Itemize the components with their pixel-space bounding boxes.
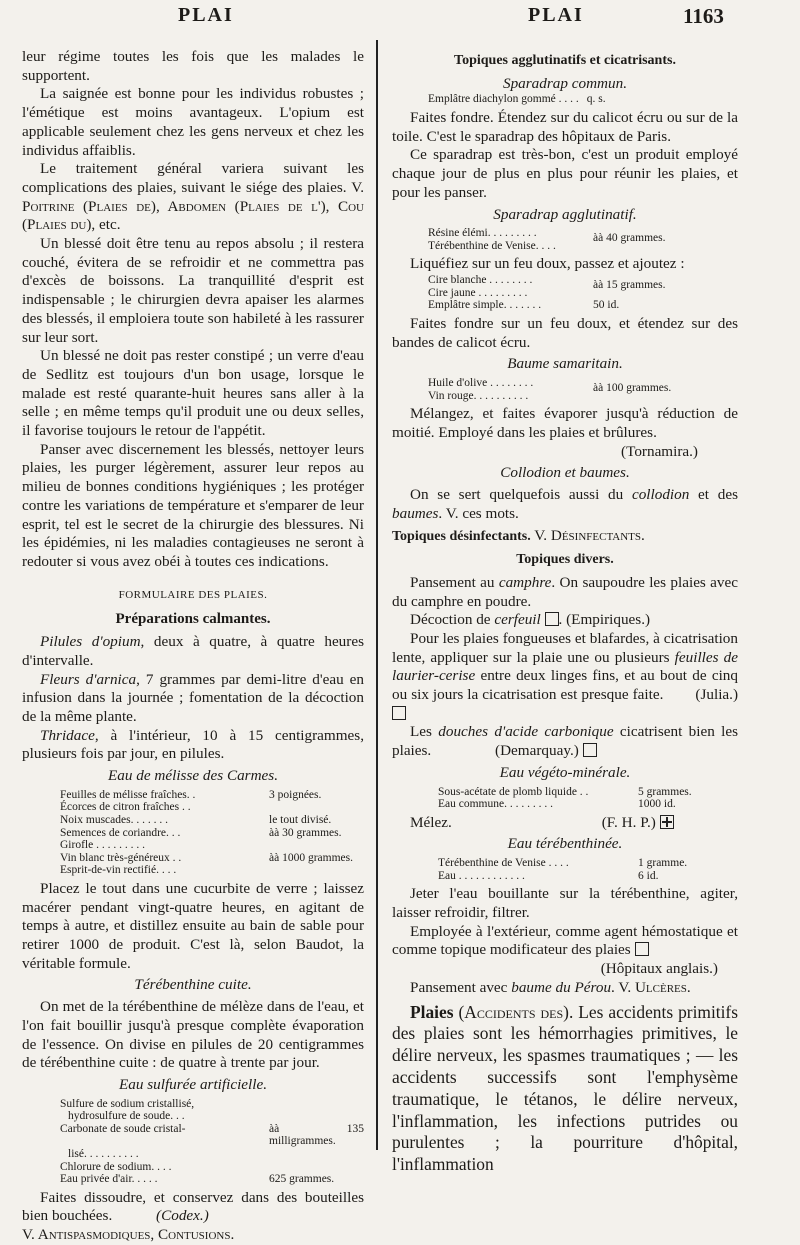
paragraph: Faites fondre sur un feu doux, et étendez sur des bandes de calicot écru. <box>392 314 738 351</box>
paragraph: Un blessé doit être tenu au repos absolu ; il restera couché, évitera de se refroidir et ne commettra pas d'excès de boissons. La tranquillité d'esprit est indispensable ; le chirurgien devra apaiser les alarmes des blessés, il emploiera toute son habileté à les rassurer sur leur sort. <box>22 235 364 346</box>
text: , deux à quatre, à quatre heures d'intervalle. <box>22 633 364 669</box>
section-heading: Topiques agglutinatifs et cicatrisants. <box>454 53 676 68</box>
text: , etc. <box>91 216 121 234</box>
recipe-title: Eau de mélisse des Carmes. <box>108 767 278 785</box>
paragraph: On met de la térébenthine de mélèze dans de l'eau, et l'on fait bouillir jusqu'à presque complète évaporation de l'essence. On divise en pilules de 20 centigrammes de térébenthine cuite : de quatre à trente par jour. <box>22 998 364 1072</box>
recipe-title: Térébenthine cuite. <box>134 976 252 994</box>
square-plus-symbol-icon <box>660 815 674 829</box>
text: Le traitement général variera suivant les complications des plaies, suivant le siége des plaies. V. <box>22 160 364 196</box>
amount: 1 gramme. <box>638 857 688 870</box>
ingredient: Girofle . . . . . . . . . <box>60 839 145 852</box>
paragraph: Placez le tout dans une cucurbite de verre ; laissez macérer pendant vingt-quatre heures, en agitant de temps à autre, et distillez ensuite au bain de sable pour retirer 1000 de produit. C'est là, selon Baudot, la véritable formule. <box>22 879 364 972</box>
cross-reference: . V. Ulcères. <box>611 978 691 996</box>
paragraph <box>392 611 738 630</box>
ingredient: Semences de coriandre. . . <box>60 826 181 839</box>
amount: àà 40 grammes. <box>593 231 666 244</box>
source: (F. H. P.) <box>601 813 656 831</box>
entry-headword: Plaies <box>410 1001 454 1022</box>
running-header-left: PLAI <box>178 4 234 26</box>
recipe-ingredients <box>392 857 708 882</box>
term: Pilules d'opium <box>40 633 141 651</box>
paragraph <box>22 160 364 235</box>
paragraph <box>392 574 738 611</box>
paragraph <box>392 923 738 960</box>
term: Thridace <box>40 726 95 744</box>
paragraph <box>392 723 738 760</box>
amount: àà 30 grammes. <box>269 826 342 839</box>
recipe-ingredients <box>392 93 738 106</box>
cross-reference: V. Désinfectants. <box>530 527 645 545</box>
ingredient: Sous-acétate de plomb liquide . . <box>438 785 589 798</box>
amount: àà 1000 grammes. <box>269 851 353 864</box>
paragraph <box>392 979 738 998</box>
amount: 5 grammes. <box>638 785 692 798</box>
amount: 50 id. <box>593 299 620 312</box>
paragraph <box>22 671 364 727</box>
ingredient: Térébenthine de Venise. . . . <box>428 239 556 252</box>
square-symbol-icon <box>583 743 597 757</box>
amount: q. s. <box>586 93 606 106</box>
paragraph: leur régime toutes les fois que les malades le supportent. <box>22 48 364 84</box>
source: (Hôpitaux anglais.) <box>600 960 718 978</box>
recipe-ingredients <box>392 227 688 252</box>
subsection-heading: Préparations calmantes. <box>115 611 271 628</box>
ingredient: Emplâtre diachylon gommé . . . . <box>428 93 579 106</box>
ingredient: Eau . . . . . . . . . . . . <box>438 869 525 882</box>
term: feuilles de laurier-cerise <box>392 648 738 685</box>
text: Les <box>410 723 439 741</box>
amount: 1000 id. <box>638 798 676 811</box>
ingredient: Vin blanc très-généreux . . <box>60 851 182 864</box>
text: Employée à l'extérieur, comme agent hémostatique et comme topique modificateur des plaies <box>392 922 738 959</box>
ingredient: Chlorure de sodium. . . . <box>60 1160 172 1173</box>
ingredient: Cire jaune . . . . . . . . . <box>428 286 528 299</box>
recipe-title: Sparadrap agglutinatif. <box>493 205 637 223</box>
ingredient: Esprit-de-vin rectifié. . . . <box>60 864 177 877</box>
paragraph <box>392 486 738 523</box>
paragraph: La saignée est bonne pour les individus robustes ; l'émétique est moins avantageux. L'opium est applicable seulement chez les gens nerveux et chez les individus affaiblis. <box>22 85 364 159</box>
entry-subhead: (Accidents des). <box>453 1001 574 1022</box>
ingredient: Vin rouge. . . . . . . . . . <box>428 389 529 402</box>
source: . (Empiriques.) <box>558 611 651 629</box>
paragraph: Panser avec discernement les blessés, nettoyer leurs plaies, les purger légèrement, assurer leur repos au milieu de bonnes conditions hygiéniques ; les protéger contre les variations de température et s'emparer de leur esprit, tel est le secret de la chirurgie des blessures. Ni les épidémies, ni les maladies contagieuses ne seront à redouter si vous avez obéi à toutes ces indications. <box>22 440 364 570</box>
recipe-title: Eau sulfurée artificielle. <box>118 1075 268 1093</box>
square-symbol-icon <box>635 942 649 956</box>
ingredient: Cire blanche . . . . . . . . <box>428 274 533 287</box>
cross-reference: V. Antispasmodiques, Contusions. <box>22 1226 235 1244</box>
term: cerfeuil <box>494 611 541 629</box>
recipe-ingredients <box>392 274 688 312</box>
amount: àà 135 milligrammes. <box>269 1122 364 1148</box>
text: entre deux linges fins, et au bout de cinq ou six jours la cicatrisation est presque faite. <box>392 667 738 704</box>
ingredient: Noix muscades. . . . . . . <box>60 813 168 826</box>
paragraph <box>22 633 364 670</box>
text: Faites dissoudre, et conservez dans des bouteilles bien bouchées. <box>22 1188 364 1225</box>
section-heading: FORMULAIRE DES PLAIES. <box>118 588 268 601</box>
term: camphre <box>498 573 552 591</box>
paragraph: Jeter l'eau bouillante sur la térébenthine, agiter, laisser refroidir, filtrer. <box>392 885 738 922</box>
text: Pour les plaies fongueuses et blafardes, à cicatrisation lente, appliquer sur la plaie une ou plusieurs <box>392 629 738 666</box>
column-divider <box>376 40 378 1150</box>
recipe-title: Eau végéto-minérale. <box>499 763 631 781</box>
ingredient: Sulfure de sodium cristallisé, <box>60 1097 195 1110</box>
running-header-right: PLAI <box>528 4 584 26</box>
left-column <box>22 48 364 1245</box>
cross-reference: Poitrine (Plaies de), Abdomen (Plaies de l'), Cou (Plaies du) <box>22 197 364 234</box>
paragraph: Mélangez, et faites évaporer jusqu'à réduction de moitié. Employé dans les plaies et brûlures. <box>392 405 738 441</box>
right-column <box>392 48 738 1176</box>
paragraph: Ce sparadrap est très-bon, c'est un produit employé chaque jour de plus en plus pour réunir les plaies, et pour les panser. <box>392 146 738 201</box>
paragraph: Faites fondre. Étendez sur du calicot écru ou sur de la toile. C'est le sparadrap des hôpitaux de Paris. <box>392 109 738 145</box>
recipe-title: Baume samaritain. <box>507 355 623 373</box>
amount: le tout divisé. <box>269 813 332 826</box>
text: et des <box>689 486 738 503</box>
paragraph <box>22 727 364 764</box>
ingredient: Huile d'olive . . . . . . . . <box>428 377 534 389</box>
recipe-ingredients <box>22 789 364 877</box>
text: cicatrisent bien les plaies. <box>392 723 738 760</box>
amount: 6 id. <box>638 869 659 882</box>
ingredient: Carbonate de soude cristal- <box>60 1122 186 1135</box>
text: Décoction de <box>410 611 495 629</box>
page-number: 1163 <box>683 4 724 28</box>
paragraph <box>392 630 738 724</box>
ingredient: Résine élémi. . . . . . . . . <box>428 227 537 240</box>
ingredient: Eau commune. . . . . . . . . <box>438 798 553 811</box>
ingredient: Térébenthine de Venise . . . . <box>438 857 569 870</box>
source: (Codex.) <box>156 1207 209 1225</box>
amount: 3 poignées. <box>269 788 322 801</box>
ingredient: Emplâtre simple. . . . . . . <box>428 299 542 312</box>
paragraph: Liquéfiez sur un feu doux, passez et ajoutez : <box>410 255 685 273</box>
heading: Topiques désinfectants. <box>392 529 531 545</box>
text: . On saupoudre les plaies avec du camphre en poudre. <box>392 573 739 610</box>
ingredient: lisé. . . . . . . . . . <box>68 1147 139 1160</box>
source: (Tornamira.) <box>621 442 698 460</box>
amount: àà 100 grammes. <box>593 381 672 394</box>
source: (Demarquay.) <box>495 742 579 760</box>
text: Les accidents primitifs des plaies sont les hémorrhagies primitives, le délire nerveux, les spasmes traumatiques ; — les accidents successifs sont l'emphysème traumatique, le tétanos, le délire nerveux, l'inflammation, les infections putrides ou purulentes ; la pourriture d'hôpital, l'inflammation <box>392 1001 738 1175</box>
text: . V. ces mots. <box>438 504 519 522</box>
text: Pansement avec <box>410 978 512 996</box>
amount: àà 15 grammes. <box>593 278 666 291</box>
ingredient: Écorces de citron fraîches . . <box>60 801 191 814</box>
term: collodion <box>631 486 690 503</box>
ingredient: hydrosulfure de soude. . . <box>68 1110 185 1123</box>
recipe-title: Collodion et baumes. <box>500 464 630 482</box>
ingredient: Eau privée d'air. . . . . <box>60 1173 158 1186</box>
text: On se sert quelquefois aussi du <box>410 486 632 503</box>
section-heading <box>392 527 738 547</box>
recipe-ingredients <box>392 377 688 402</box>
square-symbol-icon <box>392 706 406 720</box>
term: baumes <box>392 504 439 522</box>
term: douches d'acide carbonique <box>438 723 614 741</box>
recipe-title: Eau térébenthinée. <box>507 835 623 853</box>
square-symbol-icon <box>545 612 559 626</box>
paragraph <box>392 814 738 833</box>
term: baume du Pérou <box>511 978 612 996</box>
text: Mélez. <box>410 813 452 831</box>
recipe-title: Sparadrap commun. <box>502 74 628 92</box>
text: , 7 grammes par demi-litre d'eau en infusion dans la journée ; fomentation de la décoction de la même plante. <box>22 670 365 725</box>
amount: 625 grammes. <box>269 1173 335 1186</box>
text: Pansement au <box>410 573 499 591</box>
paragraph <box>22 1189 364 1226</box>
paragraph: Un blessé ne doit pas rester constipé ; un verre d'eau de Sedlitz est toujours d'un bon usage, lorsque le malade est resté quarante-huit heures sans aller à la selle ; en même temps qu'il produit une ou deux selles, il favorise toujours le retour de l'appétit. <box>22 347 364 440</box>
recipe-ingredients <box>392 786 708 811</box>
source: (Julia.) <box>695 686 739 704</box>
term: Fleurs d'arnica <box>40 670 137 688</box>
text: , à l'intérieur, 10 à 15 centigrammes, plusieurs fois par jour, en pilules. <box>22 726 364 763</box>
entry-plaies-accidents <box>392 1002 738 1176</box>
section-heading: Topiques divers. <box>516 552 614 568</box>
ingredient: Feuilles de mélisse fraîches. . <box>60 788 196 801</box>
